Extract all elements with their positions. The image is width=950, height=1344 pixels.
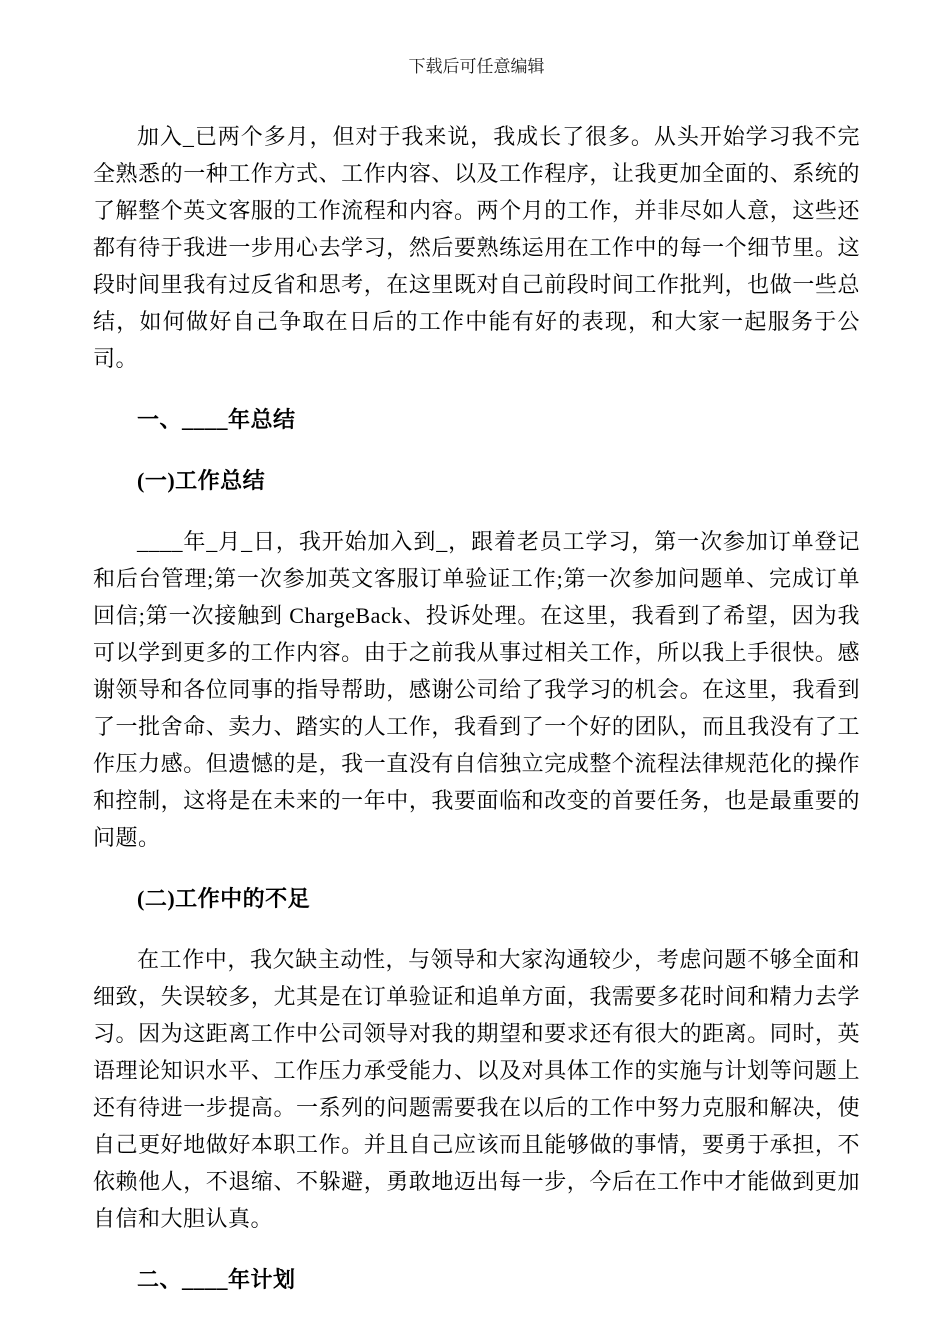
- paragraph-work-summary: ____年_月_日，我开始加入到_，跟着老员工学习，第一次参加订单登记和后台管理;第一次参加英文客服订单验证工作;第一次参加问题单、完成订单回信;第一次接触到 ChargeBack、投诉处理。在这里，我看到了希望，因为我可以学到更多的工作内容。由于之前我从事过相关工作，所以我上手很快。感谢领导和各位同事的指导帮助，感谢公司给了我学习的机会。在这里，我看到了一批舍命、卖力、踏实的人工作，我看到了一个好的团队，而且我没有了工作压力感。但遗憾的是，我一直没有自信独立完成整个流程法律规范化的操作和控制，这将是在未来的一年中，我要面临和改变的首要任务，也是最重要的问题。: [93, 529, 860, 850]
- paragraph-intro: 加入_已两个多月，但对于我来说，我成长了很多。从头开始学习我不完全熟悉的一种工作方式、工作内容、以及工作程序，让我更加全面的、系统的了解整个英文客服的工作流程和内容。两个月的工作，并非尽如人意，这些还都有待于我进一步用心去学习，然后要熟练运用在工作中的每一个细节里。这段时间里我有过反省和思考，在这里既对自己前段时间工作批判，也做一些总结，如何做好自己争取在日后的工作中能有好的表现，和大家一起服务于公司。: [93, 124, 860, 371]
- heading-year-plan: 二、____年计划: [137, 1267, 296, 1292]
- heading-work-shortcomings: (二)工作中的不足: [137, 886, 311, 911]
- download-note: 下载后可任意编辑: [408, 57, 545, 76]
- heading-work-summary: (一)工作总结: [137, 468, 266, 493]
- paragraph-work-shortcomings: 在工作中，我欠缺主动性，与领导和大家沟通较少，考虑问题不够全面和细致，失误较多，尤其是在订单验证和追单方面，我需要多花时间和精力去学习。因为这距离工作中公司领导对我的期望和要求还有很大的距离。同时，英语理论知识水平、工作压力承受能力、以及对具体工作的实施与计划等问题上还有待进一步提高。一系列的问题需要我在以后的工作中努力克服和解决，使自己更好地做好本职工作。并且自己应该而且能够做的事情，要勇于承担，不依赖他人，不退缩、不躲避，勇敢地迈出每一步，今后在工作中才能做到更加自信和大胆认真。: [93, 947, 860, 1231]
- heading-year-summary: 一、____年总结: [137, 407, 296, 432]
